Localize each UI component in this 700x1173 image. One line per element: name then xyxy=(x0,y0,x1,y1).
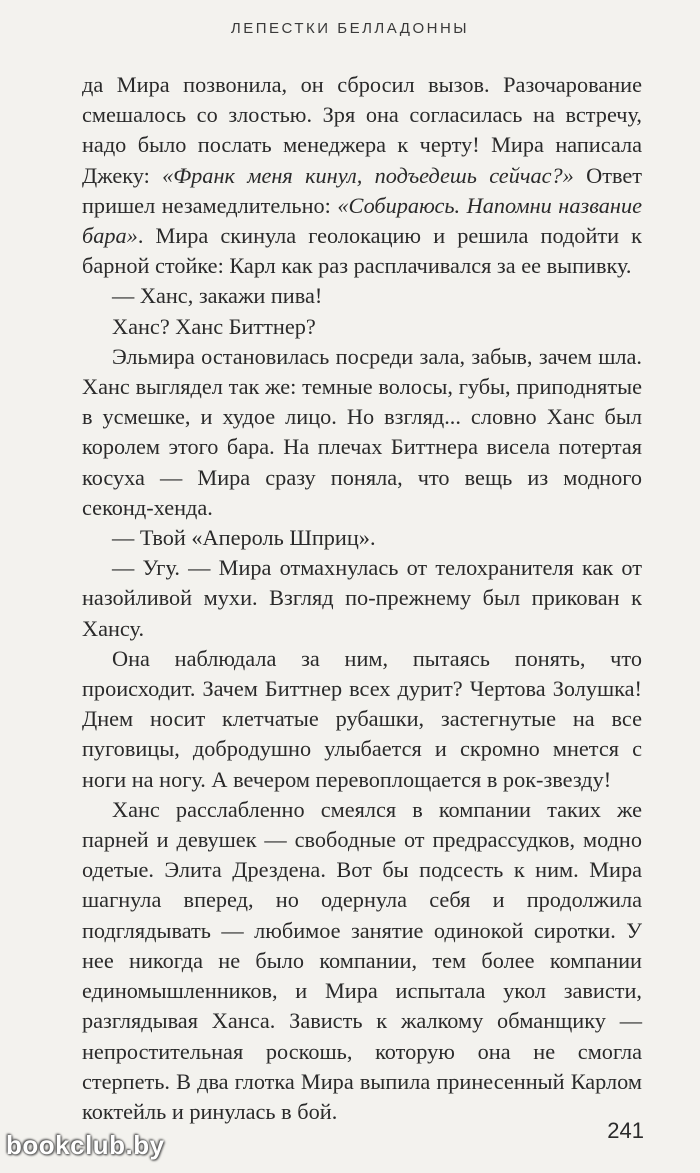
text-run: — Ханс, закажи пива! xyxy=(112,283,323,309)
watermark-logo: bookclub.by xyxy=(6,1130,165,1160)
text-run: — Угу. — Мира отмахнулась от телохранителя как от назойливой мухи. Взгляд по-прежнему был прикован к Хансу. xyxy=(82,555,642,641)
paragraph xyxy=(82,644,642,795)
text-run: Она наблюдала за ним, пытаясь понять, что происходит. Зачем Биттнер всех дурит? Чертова Золушка! Днем носит клетчатые рубашки, застегнутые на все пуговицы, добродушно улыбается и скромно мнется с ноги на ногу. А вечером перевоплощается в рок-звезду! xyxy=(82,645,642,792)
italic-text: «Франк меня кинул, подъедешь сейчас?» xyxy=(162,162,574,188)
paragraph xyxy=(82,342,642,523)
paragraph xyxy=(82,523,642,553)
paragraph xyxy=(82,70,642,281)
text-run: Эльмира остановилась посреди зала, забыв, зачем шла. Ханс выглядел так же: темные волосы, губы, приподнятые в усмешке, и худое лицо. Но взгляд... словно Ханс был королем этого бара. На плечах Биттнера висела потертая косуха — Мира сразу поняла, что вещь из модного секонд-хенда. xyxy=(82,343,642,520)
text-run: Ханс расслабленно смеялся в компании таких же парней и девушек — свободные от предрассудков, модно одетые. Элита Дрездена. Вот бы подсесть к ним. Мира шагнула вперед, но одернула себя и продолжила подглядывать — любимое занятие одинокой сиротки. У нее никогда не было компании, тем более компании единомышленников, и Мира испытала укол зависти, разглядывая Ханса. Зависть к жалкому обманщику — непростительная роскошь, которую она не смогла стерпеть. В два глотка Мира выпила принесенный Карлом коктейль и ринулась в бой. xyxy=(82,796,642,1124)
text-run: — Твой «Апероль Шприц». xyxy=(112,525,376,551)
paragraph xyxy=(82,312,642,342)
page-number: 241 xyxy=(607,1118,644,1143)
text-run: да Мира позвонила, он сбросил вызов. Разочарование смешалось со злостью. Зря она согласилась на встречу, надо было послать менеджера к черту! Мира написала Джеку: xyxy=(82,72,642,188)
paragraph xyxy=(82,553,642,644)
running-title: ЛЕПЕСТКИ БЕЛЛАДОННЫ xyxy=(230,20,470,37)
text-run: Ответ пришел незамедлительно: xyxy=(82,162,642,218)
italic-text: «Собираюсь. Напомни название бара» xyxy=(82,192,642,249)
paragraph xyxy=(82,795,642,1127)
paragraph xyxy=(82,281,642,311)
text-run: . Мира скинула геолокацию и решила подойти к барной стойке: Карл как раз расплачивался за ее выпивку. xyxy=(82,223,642,279)
text-run: Ханс? Ханс Биттнер? xyxy=(112,313,316,339)
body-text xyxy=(82,70,642,1127)
